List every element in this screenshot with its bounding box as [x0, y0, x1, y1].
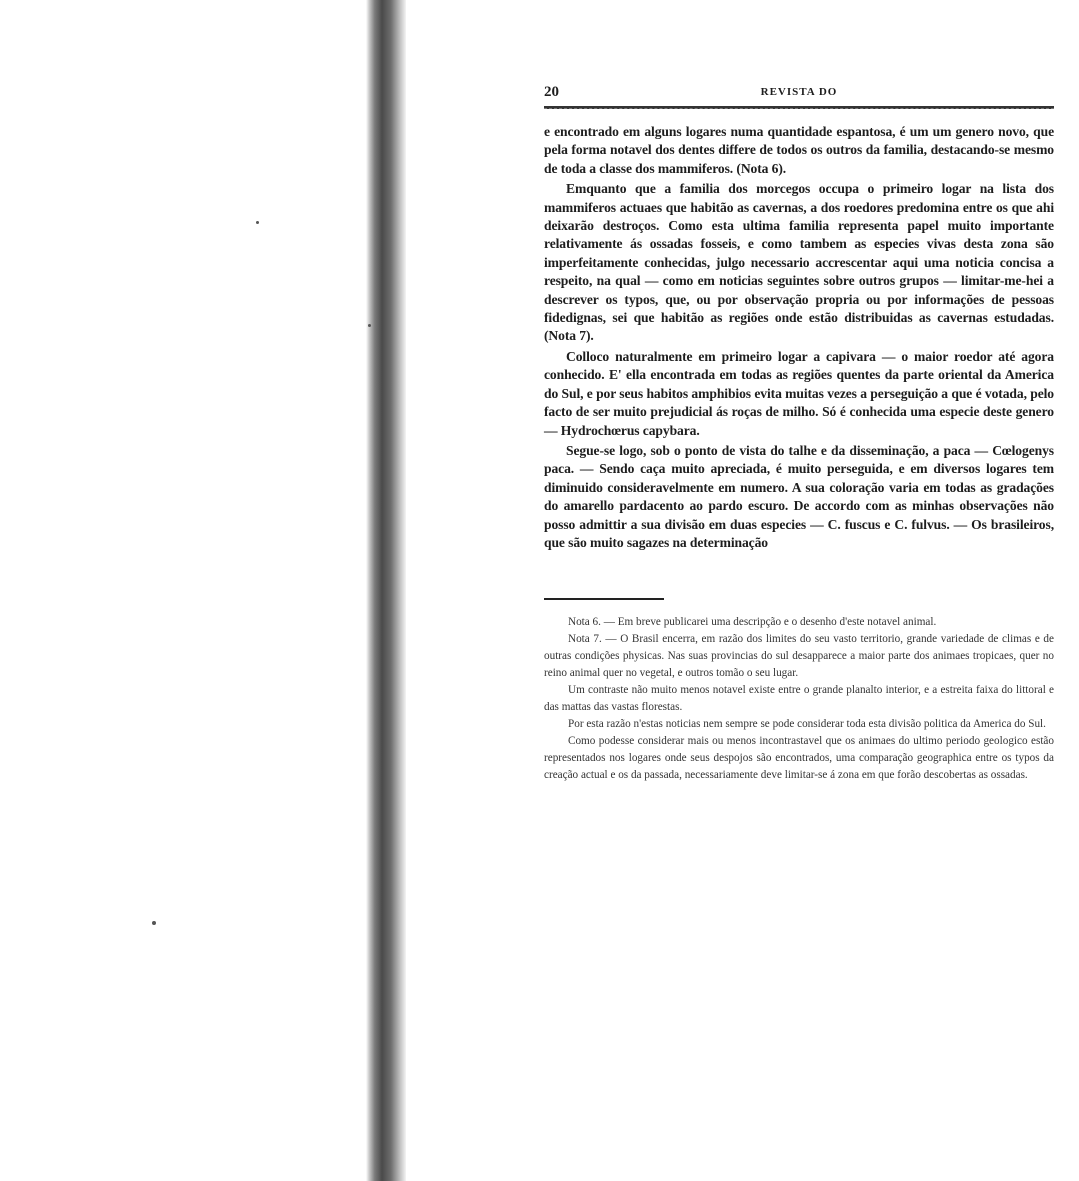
footnotes [544, 614, 1054, 784]
footnote: Um contraste não muito menos notavel existe entre o grande planalto interior, e a estreita faixa do littoral e das mattas das vastas florestas. [544, 684, 1054, 714]
book-page [544, 84, 1054, 784]
footnote: Nota 7. — O Brasil encerra, em razão dos limites do seu vasto territorio, grande variedade de climas e de outras condições physicas. Nas suas provincias do sul desapparece a maior parte dos animaes tropicaes, quer no reino animal quer no vegetal, e outros tomão o seu lugar. [544, 633, 1054, 680]
paragraph: Segue-se logo, sob o ponto de vista do talhe e da disseminação, a paca — Cœlogenys paca. — Sendo caça muito apreciada, é muito perseguida, e em diversos logares tem diminuido consideravelmente em numero. A sua coloração varia em todas as gradações do amarello pardacento ao pardo escuro. De accordo com as minhas observações não posso admittir a sua divisão em duas especies — C. fuscus e C. fulvus. — Os brasileiros, que são muito sagazes na determinação [544, 442, 1054, 550]
header-rule [544, 106, 1054, 109]
page-number: 20 [544, 84, 559, 100]
book-spine-shadow [366, 0, 406, 1181]
running-title: REVISTA DO [760, 86, 838, 98]
body-text [544, 123, 1054, 552]
scan-speck [256, 221, 259, 224]
footnote: Como podesse considerar mais ou menos incontrastavel que os animaes do ultimo periodo geologico estão representados nos logares onde seus despojos são encontrados, uma comparação geographica entre os typos da creação actual e os da passada, necessariamente deve limitar-se á zona em que forão descobertas as ossadas. [544, 735, 1054, 782]
scan-speck [368, 324, 371, 327]
footnote: Nota 6. — Em breve publicarei uma descripção e o desenho d'este notavel animal. [568, 616, 937, 629]
footnote: Por esta razão n'estas noticias nem sempre se pode considerar toda esta divisão politica da America do Sul. [568, 718, 1046, 731]
footnote-rule [544, 598, 664, 600]
paragraph: Emquanto que a familia dos morcegos occupa o primeiro logar na lista dos mammiferos actuaes que habitão as cavernas, a dos roedores predomina entre os que ahi deixarão destroços. Como esta ultima familia representa papel muito importante relativamente ás ossadas fosseis, e como tambem as especies vivas desta zona são imperfeitamente conhecidas, julgo necessario accrescentar aqui uma noticia concisa a respeito, na qual — como em noticias seguintes sobre outros grupos — limitar-me-hei a descrever os typos, que, ou por observação propria ou por informações de pessoas fidedignas, sei que habitão as regiões onde estão distribuidas as cavernas estudadas. (Nota 7). [544, 181, 1054, 344]
paragraph: e encontrado em alguns logares numa quantidade espantosa, é um um genero novo, que pela forma notavel dos dentes differe de todos os outros da familia, destacando-se mesmo de toda a classe dos mammiferos. (Nota 6). [544, 124, 1054, 176]
scan-speck [152, 921, 156, 925]
paragraph: Colloco naturalmente em primeiro logar a capivara — o maior roedor até agora conhecido. E' ella encontrada em todas as regiões quentes da parte oriental da America do Sul, e por seus habitos amphibios evita muitas vezes a perseguição a que é votada, pelo facto de ser muito prejudicial ás roças de milho. Só é conhecida uma especie deste genero — Hydrochœrus capybara. [544, 348, 1054, 438]
page-header [544, 84, 1054, 104]
